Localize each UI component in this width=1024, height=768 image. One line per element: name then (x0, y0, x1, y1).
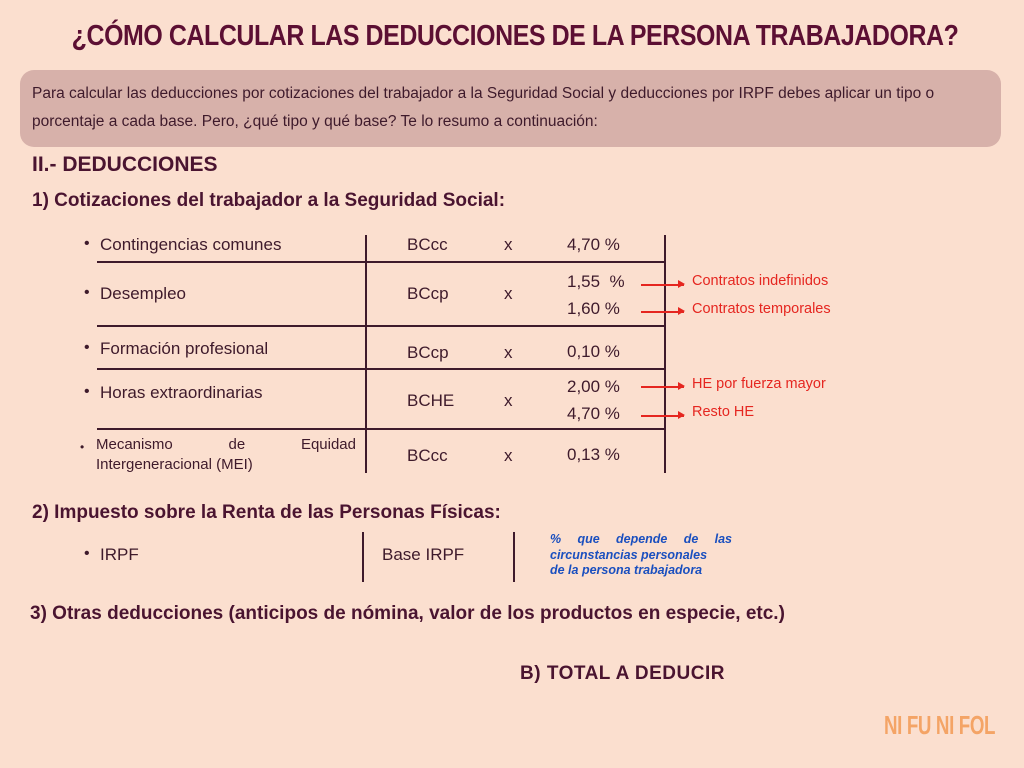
base-cell: BCHE (407, 391, 455, 410)
concept-mei-line2: Intergeneracional (MEI) (96, 456, 253, 473)
intro-box (20, 70, 1001, 147)
irpf-note-line: de la persona trabajadora (550, 563, 703, 577)
concept-formacion: • Formación profesional (100, 339, 268, 359)
note-indefinidos: Contratos indefinidos (692, 273, 829, 289)
concept-mei-line1: Mecanismo de Equidad (96, 436, 356, 453)
other-heading: 3) Otras deducciones (anticipos de nómina, valor de los productos en especie, etc.) (30, 603, 785, 624)
irpf-rate-note (550, 532, 732, 579)
multiply-sign: x (504, 446, 513, 465)
total-heading: B) TOTAL A DEDUCIR (520, 663, 725, 684)
brand-logo: NI FU NI FOL (884, 710, 996, 740)
base-cell: BCcc (407, 235, 448, 254)
intro-text: Para calcular las deducciones por cotizaciones del trabajador a la Seguridad Social y deducciones por IRPF debes aplicar un tipo o porcentaje a cada base. Pero, ¿qué tipo y qué base? Te lo resumo a continuación: (32, 85, 935, 130)
table-divider (362, 532, 364, 582)
base-irpf: Base IRPF (382, 545, 465, 564)
bullet-mark: • (80, 440, 85, 454)
base-cell: BCcp (407, 284, 449, 303)
row-separator (97, 368, 666, 370)
arrow-right-icon (641, 415, 684, 417)
row-separator (97, 261, 666, 263)
rate-cell: 4,70 % (567, 235, 620, 254)
row-separator (97, 325, 666, 327)
irpf-note-line: % que depende de las (550, 532, 732, 546)
concept-contingencias: • Contingencias comunes (100, 235, 281, 255)
arrow-right-icon (641, 284, 684, 286)
rate-cell: 1,55 % (567, 272, 625, 291)
rate-cell: 4,70 % (567, 404, 620, 423)
multiply-sign: x (504, 391, 513, 410)
irpf-note-line: circunstancias personales (550, 547, 708, 562)
note-fuerza-mayor: HE por fuerza mayor (692, 376, 826, 392)
arrow-right-icon (641, 311, 684, 313)
table-divider (664, 235, 666, 473)
row-separator (97, 428, 666, 430)
note-temporales: Contratos temporales (692, 301, 831, 317)
ss-heading: 1) Cotizaciones del trabajador a la Seguridad Social: (32, 190, 506, 211)
section-heading: II.- DEDUCCIONES (32, 153, 218, 176)
table-divider (513, 532, 515, 582)
concept-desempleo: • Desempleo (100, 284, 186, 304)
base-cell: BCcp (407, 343, 449, 362)
arrow-right-icon (641, 386, 684, 388)
multiply-sign: x (504, 235, 513, 254)
rate-cell: 0,13 % (567, 445, 620, 464)
rate-cell: 0,10 % (567, 342, 620, 361)
table-divider (365, 235, 367, 473)
note-resto-he: Resto HE (692, 404, 755, 420)
concept-horas-extra: • Horas extraordinarias (100, 383, 263, 403)
base-cell: BCcc (407, 446, 448, 465)
page-title: ¿CÓMO CALCULAR LAS DEDUCCIONES DE LA PERSONA TRABAJADORA? (71, 20, 959, 52)
multiply-sign: x (504, 284, 513, 303)
multiply-sign: x (504, 343, 513, 362)
irpf-heading: 2) Impuesto sobre la Renta de las Personas Físicas: (32, 502, 501, 523)
rate-cell: 1,60 % (567, 299, 620, 318)
rate-cell: 2,00 % (567, 377, 620, 396)
concept-irpf: • IRPF (100, 545, 139, 565)
